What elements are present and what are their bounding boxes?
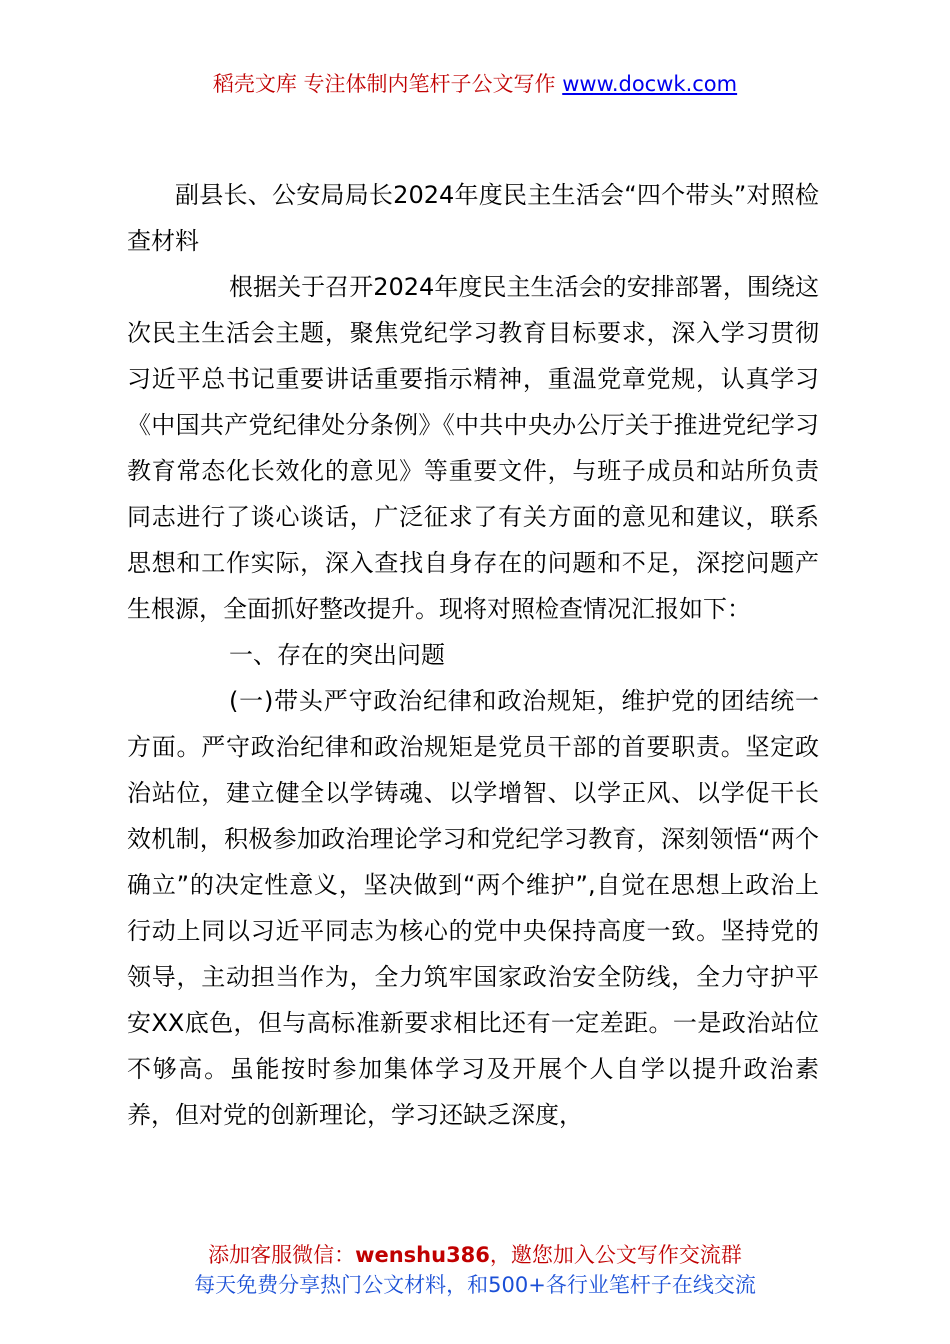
document-body <box>127 172 819 1138</box>
wechat-id: wenshu386 <box>355 1243 490 1267</box>
footer-line-2: 每天免费分享热门公文材料，和500+各行业笔杆子在线交流 <box>194 1273 756 1297</box>
document-title: 副县长、公安局局长2024年度民主生活会“四个带头”对照检查材料 <box>127 181 819 255</box>
watermark-header <box>0 70 950 98</box>
footer-suffix: ，邀您加入公文写作交流群 <box>489 1243 742 1267</box>
section-paragraph: (一)带头严守政治纪律和政治规矩，维护党的团结统一方面。严守政治纪律和政治规矩是党员干部的首要职责。坚定政治站位，建立健全以学铸魂、以学增智、以学正风、以学促干长效机制，积极参加政治理论学习和党纪学习教育，深刻领悟“两个确立”的决定性意义，坚决做到“两个维护”,自觉在思想上政治上行动上同以习近平同志为核心的党中央保持高度一致。坚持党的领导，主动担当作为，全力筑牢国家政治安全防线，全力守护平安XX底色，但与高标准新要求相比还有一定差距。一是政治站位不够高。虽能按时参加集体学习及开展个人自学以提升政治素养，但对党的创新理论，学习还缺乏深度， <box>127 687 819 1129</box>
site-link[interactable]: www.docwk.com <box>562 72 738 96</box>
footer-prefix: 添加客服微信： <box>208 1243 356 1267</box>
section-heading: 一、存在的突出问题 <box>229 641 445 669</box>
watermark-footer <box>0 1240 950 1300</box>
intro-paragraph: 根据关于召开2024年度民主生活会的安排部署，围绕这次民主生活会主题，聚焦党纪学习教育目标要求，深入学习贯彻习近平总书记重要讲话重要指示精神，重温党章党规，认真学习《中国共产党纪律处分条例》《中共中央办公厅关于推进党纪学习教育常态化长效化的意见》等重要文件，与班子成员和站所负责同志进行了谈心谈话，广泛征求了有关方面的意见和建议，联系思想和工作实际，深入查找自身存在的问题和不足，深挖问题产生根源，全面抓好整改提升。现将对照检查情况汇报如下： <box>127 273 819 623</box>
brand-text: 稻壳文库 专注体制内笔杆子公文写作 <box>212 72 563 96</box>
footer-line-1 <box>0 1240 950 1270</box>
